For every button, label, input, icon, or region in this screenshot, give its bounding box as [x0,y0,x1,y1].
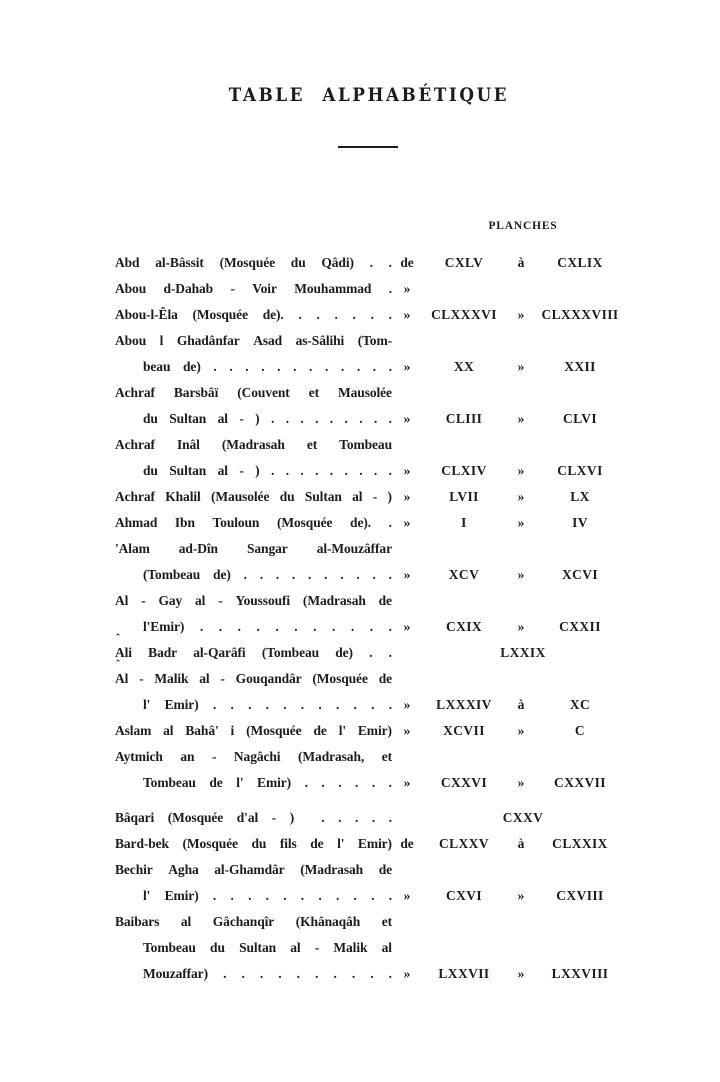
entry-name [115,380,392,432]
entry-line: beau de) . . . . . . . . . . . . [143,359,392,374]
planches-from-value: CXVI [445,888,483,903]
circumflex-mark: ˆ [116,657,120,671]
planches-to-marker: » [517,775,525,790]
entry-line: Al - Malik al - Gouqandâr (Mosquée de [115,671,392,686]
planches-from-marker: » [403,723,411,738]
planches-to-marker: » [517,966,525,981]
entry-line: Bard-bek (Mosquée du fils de l' Emir) [115,836,392,851]
planches-to-marker: à [517,836,525,851]
planches-center-value: LXXIX [500,645,546,660]
table-row [115,857,624,909]
table-row [115,657,624,718]
entry-line: Bâqari (Mosquée d'al - ) . . . . . [115,810,392,825]
table-row [115,380,624,432]
entry-name [115,328,392,380]
entry-line: Achraf Barsbâï (Couvent et Mausolée [115,385,392,400]
planches-from-marker: de [400,255,414,270]
entry-line: Achraf Inâl (Madrasah et Tombeau [115,437,392,452]
entry-line: l'Emir) . . . . . . . . . . . [143,619,392,634]
planches-to-value: CXXII [559,619,601,634]
entry-line: 'Alam ad-Dîn Sangar al-Mouzâffar [115,541,392,556]
entry-name [115,510,392,536]
planches-to-marker: » [517,619,525,634]
planches-to-marker: » [517,359,525,374]
entry-name [115,484,392,510]
planches-from-value: XCVII [443,723,485,738]
planches-from-value: CLXXV [438,836,489,851]
entry-line: Bechir Agha al-Ghamdâr (Madrasah de [115,862,392,877]
planches-from-marker: » [403,463,411,478]
entry-name [115,250,392,276]
planches-to-marker: » [517,463,525,478]
entry-line: Al - Gay al - Youssoufi (Madrasah de [115,593,392,608]
planches-to-value: XCVI [561,567,599,582]
entry-name [115,909,392,987]
planches-from-marker: de [400,836,414,851]
table-row [115,909,624,987]
planches-to-value: CLVI [562,411,598,426]
table-row [115,302,624,328]
planches-from-marker: » [403,307,411,322]
planches-center-value: CXXV [502,810,544,825]
table-row [115,536,624,588]
entry-name [115,805,392,831]
planches-to-value: LXXVIII [551,966,609,981]
planches-to-marker: » [517,723,525,738]
table-row [115,484,624,510]
entry-line: l' Emir) . . . . . . . . . . . [143,697,392,712]
planches-from-marker: » [403,411,411,426]
planches-from-value: XX [453,359,475,374]
planches-to-marker: à [517,255,525,270]
entry-name [115,432,392,484]
planches-to-value: LX [570,489,590,504]
planches-from-value: CLIII [445,411,483,426]
table-row [115,805,624,831]
planches-to-value: CXVIII [556,888,604,903]
planches-to-marker: » [517,411,525,426]
table-row [115,250,624,276]
planches-from-value: LXXXIV [436,697,492,712]
entry-line: Aytmich an - Nagâchi (Madrasah, et [115,749,392,764]
entry-name [115,536,392,588]
planches-to-value: CLXXXVIII [541,307,619,322]
entry-name [115,657,392,718]
planches-to-value: CLXVI [557,463,603,478]
entry-line: Abou-l-Êla (Mosquée de). . . . . . . [115,307,392,322]
planches-to-value: C [574,723,586,738]
planches-to-marker: » [517,307,525,322]
planches-from-value: CXXVI [440,775,488,790]
entry-name [115,588,392,640]
entry-line: Achraf Khalil (Mausolée du Sultan al - ) [115,489,392,504]
entry-name [115,276,392,302]
planches-from-value: LXXVII [438,966,490,981]
entry-line: Ahmad Ibn Touloun (Mosquée de). . [115,515,392,530]
planches-from-value: CXIX [445,619,483,634]
entry-line: du Sultan al - ) . . . . . . . . . [143,463,392,478]
table-row [115,631,624,666]
planches-from-marker: » [403,775,411,790]
entry-name [115,857,392,909]
planches-from-marker: » [403,567,411,582]
planches-to-value: CXLIX [557,255,603,270]
entry-line: Tombeau de l' Emir) . . . . . . [143,775,392,790]
planches-from-value: CXLV [444,255,484,270]
planches-column-header: PLANCHES [488,220,558,232]
planches-from-marker: » [403,888,411,903]
planches-to-value: CXXVII [554,775,606,790]
planches-to-value: IV [572,515,588,530]
page-title: TABLE ALPHABÉTIQUE [228,84,510,106]
table-row [115,718,624,744]
planches-to-value: XXII [564,359,596,374]
planches-to-marker: à [517,697,525,712]
entry-name [115,831,392,857]
entry-line: l' Emir) . . . . . . . . . . . [143,888,392,903]
entry-line: Abd al-Bâssit (Mosquée du Qâdi) . . [115,255,392,270]
planches-from-value: XCV [448,567,480,582]
entry-line: Mouzaffar) . . . . . . . . . . [143,966,392,981]
planches-from-marker: » [403,697,411,712]
planches-from-marker: » [403,489,411,504]
table-row [115,276,624,302]
planches-from-value: I [461,515,467,530]
entry-name [115,302,392,328]
planches-to-value: CLXXIX [552,836,608,851]
table-row [115,831,624,857]
circumflex-mark: ˆ [116,631,120,645]
planches-from-value: LVII [449,489,479,504]
table-row [115,328,624,380]
entry-line: du Sultan al - ) . . . . . . . . . [143,411,392,426]
entry-line: Ali Badr al-Qarâfi (Tombeau de) . . [115,645,392,660]
entry-line: Abou d-Dahab - Voir Mouhammad . [115,281,392,296]
entry-line: Aslam al Bahâ' i (Mosquée de l' Emir) [115,723,392,738]
title-divider-rule [338,146,398,148]
entry-line: Abou l Ghadânfar Asad as-Sâlihi (Tom- [115,333,392,348]
entry-name [115,744,392,796]
table-row [115,588,624,640]
entry-line: Tombeau du Sultan al - Malik al [143,940,392,955]
planches-to-marker: » [517,888,525,903]
planches-to-value: XC [569,697,591,712]
planches-from-marker: » [403,515,411,530]
entry-name [115,631,392,666]
table-row [115,744,624,796]
entry-line: Baibars al Gâchanqîr (Khânaqâh et [115,914,392,929]
planches-to-marker: » [517,489,525,504]
planches-from-marker: » [403,281,411,296]
planches-from-marker: » [403,966,411,981]
table-row [115,432,624,484]
entries-table [115,250,624,987]
entry-line: (Tombeau de) . . . . . . . . . . [143,567,392,582]
planches-to-marker: » [517,567,525,582]
planches-to-marker: » [517,515,525,530]
entry-name [115,718,392,744]
table-row [115,510,624,536]
planches-from-value: CLXIV [441,463,487,478]
planches-from-marker: » [403,359,411,374]
planches-from-value: CLXXXVI [431,307,497,322]
planches-from-marker: » [403,619,411,634]
